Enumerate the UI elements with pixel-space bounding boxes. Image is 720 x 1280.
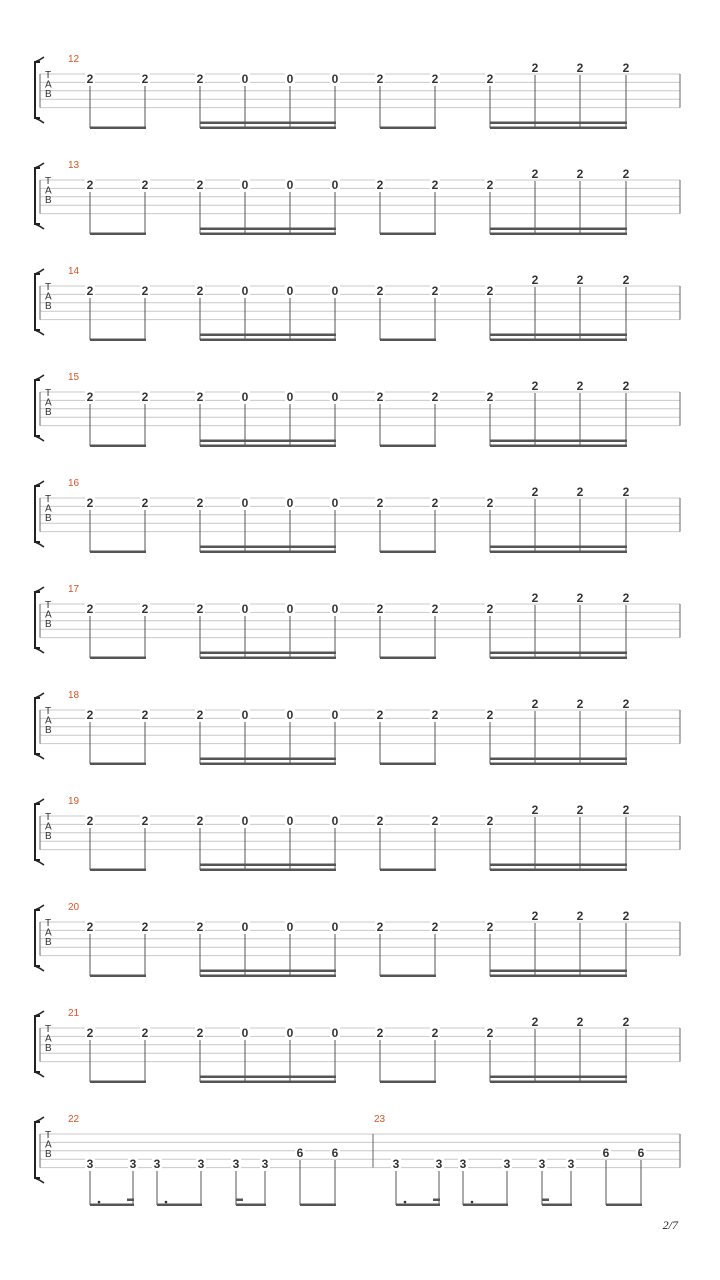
fret-number: 2 [431, 602, 439, 616]
note-beam [490, 440, 627, 443]
note-beam [200, 657, 336, 660]
fret-number: 3 [261, 1157, 269, 1171]
fret-number: 2 [576, 485, 584, 499]
note-beam [90, 339, 146, 342]
note-beam [490, 970, 627, 973]
tab-system [35, 690, 680, 765]
note-beam [380, 339, 436, 342]
tab-system [35, 796, 680, 871]
fret-number: 2 [622, 167, 630, 181]
fret-number: 0 [241, 814, 249, 828]
fret-number: 2 [431, 1026, 439, 1040]
tab-clef-letter: T [45, 388, 52, 399]
note-beam [200, 758, 336, 761]
fret-number: 3 [197, 1157, 205, 1171]
tab-clef-letter: T [45, 494, 52, 505]
note-beam [490, 551, 627, 554]
measure-number: 19 [68, 796, 80, 807]
fret-number: 0 [241, 920, 249, 934]
fret-number: 2 [86, 496, 94, 510]
tab-clef-letter: B [45, 89, 52, 100]
note-beam [490, 1076, 627, 1079]
fret-number: 2 [622, 273, 630, 287]
note-beam [380, 233, 436, 236]
note-beam [380, 1081, 436, 1084]
fret-number: 2 [486, 390, 494, 404]
fret-number: 3 [153, 1157, 161, 1171]
tab-system [35, 902, 680, 977]
tab-clef-letter: B [45, 725, 52, 736]
tab-clef-letter: T [45, 918, 52, 929]
note-beam [380, 127, 436, 130]
fret-number: 0 [331, 602, 339, 616]
tab-clef-letter: A [45, 79, 52, 91]
measure-number: 14 [68, 266, 80, 277]
note-beam [200, 864, 336, 867]
fret-number: 2 [431, 496, 439, 510]
fret-number: 2 [86, 814, 94, 828]
fret-number: 3 [129, 1157, 137, 1171]
page-number: 2/7 [662, 1218, 678, 1232]
note-beam [490, 975, 627, 978]
tab-clef-letter: T [45, 282, 52, 293]
tab-clef-letter: A [45, 1139, 52, 1151]
tab-clef-letter: T [45, 1024, 52, 1035]
fret-number: 0 [331, 178, 339, 192]
fret-number: 0 [331, 1026, 339, 1040]
measure-number: 20 [68, 902, 80, 913]
fret-number: 2 [431, 284, 439, 298]
note-beam [380, 445, 436, 448]
fret-number: 2 [431, 814, 439, 828]
system-bracket [35, 1122, 40, 1178]
fret-number: 3 [567, 1157, 575, 1171]
note-beam [90, 1204, 134, 1207]
fret-number: 2 [196, 390, 204, 404]
fret-number: 2 [196, 178, 204, 192]
beam-stub [236, 1199, 243, 1202]
fret-number: 2 [486, 284, 494, 298]
fret-number: 2 [376, 814, 384, 828]
note-beam [300, 1204, 336, 1207]
fret-number: 2 [531, 1015, 539, 1029]
note-beam [380, 869, 436, 872]
fret-number: 2 [376, 284, 384, 298]
fret-number: 2 [376, 1026, 384, 1040]
fret-number: 2 [531, 379, 539, 393]
note-beam [200, 445, 336, 448]
system-bracket [35, 486, 40, 542]
note-beam [90, 869, 146, 872]
tab-clef-letter: T [45, 70, 52, 81]
tab-clef-letter: B [45, 1043, 52, 1054]
fret-number: 2 [86, 708, 94, 722]
fret-number: 2 [531, 273, 539, 287]
fret-number: 3 [232, 1157, 240, 1171]
beam-stub [433, 1199, 440, 1202]
measure-number: 22 [68, 1114, 80, 1125]
fret-number: 2 [576, 591, 584, 605]
note-beam [90, 445, 146, 448]
fret-number: 0 [286, 390, 294, 404]
fret-number: 0 [286, 1026, 294, 1040]
note-beam [396, 1204, 440, 1207]
fret-number: 2 [86, 284, 94, 298]
tab-clef-letter: A [45, 503, 52, 515]
tab-system [35, 584, 680, 659]
fret-number: 0 [331, 284, 339, 298]
fret-number: 0 [241, 496, 249, 510]
tab-clef-letter: T [45, 176, 52, 187]
tab-system [35, 1114, 680, 1206]
note-beam [490, 864, 627, 867]
fret-number: 0 [331, 390, 339, 404]
tab-clef-letter: T [45, 600, 52, 611]
tab-clef-letter: A [45, 927, 52, 939]
fret-number: 2 [376, 72, 384, 86]
fret-number: 2 [622, 61, 630, 75]
tab-clef-letter: B [45, 195, 52, 206]
fret-number: 2 [486, 602, 494, 616]
fret-number: 2 [141, 284, 149, 298]
rhythm-dot [165, 1201, 168, 1204]
fret-number: 0 [331, 814, 339, 828]
fret-number: 2 [196, 496, 204, 510]
fret-number: 2 [431, 178, 439, 192]
fret-number: 0 [286, 178, 294, 192]
system-bracket [35, 274, 40, 330]
tab-clef-letter: A [45, 185, 52, 197]
fret-number: 2 [86, 178, 94, 192]
note-beam [90, 127, 146, 130]
note-beam [200, 233, 336, 236]
fret-number: 0 [241, 284, 249, 298]
note-beam [200, 652, 336, 655]
fret-number: 6 [296, 1146, 304, 1160]
note-beam [200, 763, 336, 766]
tab-clef-letter: A [45, 1033, 52, 1045]
rhythm-dot [98, 1201, 101, 1204]
fret-number: 2 [576, 1015, 584, 1029]
fret-number: 2 [196, 72, 204, 86]
note-beam [200, 127, 336, 130]
fret-number: 2 [622, 1015, 630, 1029]
fret-number: 2 [86, 602, 94, 616]
beam-stub [127, 1199, 134, 1202]
fret-number: 2 [486, 72, 494, 86]
fret-number: 2 [196, 284, 204, 298]
system-bracket [35, 804, 40, 860]
fret-number: 2 [376, 602, 384, 616]
tab-clef-letter: T [45, 1130, 52, 1141]
note-beam [490, 228, 627, 231]
measure-number: 21 [68, 1008, 80, 1019]
fret-number: 2 [376, 496, 384, 510]
fret-number: 2 [576, 697, 584, 711]
fret-number: 3 [435, 1157, 443, 1171]
fret-number: 6 [602, 1146, 610, 1160]
fret-number: 2 [431, 72, 439, 86]
fret-number: 2 [141, 602, 149, 616]
note-beam [236, 1204, 266, 1207]
fret-number: 2 [86, 72, 94, 86]
tab-clef-letter: B [45, 513, 52, 524]
fret-number: 2 [576, 61, 584, 75]
fret-number: 2 [141, 496, 149, 510]
fret-number: 0 [286, 708, 294, 722]
note-beam [380, 657, 436, 660]
measure-number: 23 [374, 1114, 386, 1125]
note-beam [200, 339, 336, 342]
note-beam [200, 334, 336, 337]
note-beam [157, 1204, 202, 1207]
fret-number: 2 [622, 803, 630, 817]
tab-clef-letter: A [45, 397, 52, 409]
measure-number: 16 [68, 478, 80, 489]
tab-system [35, 54, 680, 129]
fret-number: 2 [376, 178, 384, 192]
fret-number: 2 [531, 61, 539, 75]
note-beam [200, 440, 336, 443]
rhythm-dot [404, 1201, 407, 1204]
fret-number: 2 [576, 803, 584, 817]
fret-number: 2 [141, 390, 149, 404]
fret-number: 0 [241, 178, 249, 192]
fret-number: 0 [241, 1026, 249, 1040]
note-beam [490, 127, 627, 130]
fret-number: 2 [531, 803, 539, 817]
tab-clef-letter: A [45, 821, 52, 833]
note-beam [542, 1204, 572, 1207]
fret-number: 0 [331, 708, 339, 722]
fret-number: 2 [576, 379, 584, 393]
note-beam [490, 869, 627, 872]
note-beam [463, 1204, 508, 1207]
fret-number: 2 [576, 167, 584, 181]
fret-number: 2 [196, 814, 204, 828]
fret-number: 0 [331, 496, 339, 510]
system-bracket [35, 380, 40, 436]
note-beam [490, 445, 627, 448]
system-bracket [35, 62, 40, 118]
fret-number: 3 [459, 1157, 467, 1171]
note-beam [490, 763, 627, 766]
note-beam [90, 233, 146, 236]
note-beam [200, 228, 336, 231]
fret-number: 2 [486, 496, 494, 510]
fret-number: 2 [531, 591, 539, 605]
note-beam [380, 975, 436, 978]
note-beam [380, 763, 436, 766]
system-bracket [35, 168, 40, 224]
fret-number: 2 [486, 1026, 494, 1040]
fret-number: 2 [622, 379, 630, 393]
fret-number: 3 [392, 1157, 400, 1171]
fret-number: 2 [141, 178, 149, 192]
fret-number: 3 [503, 1157, 511, 1171]
fret-number: 3 [538, 1157, 546, 1171]
note-beam [90, 657, 146, 660]
measure-number: 15 [68, 372, 80, 383]
fret-number: 2 [531, 697, 539, 711]
tab-clef-letter: B [45, 301, 52, 312]
note-beam [490, 758, 627, 761]
fret-number: 2 [431, 708, 439, 722]
fret-number: 0 [241, 708, 249, 722]
tab-clef-letter: B [45, 407, 52, 418]
note-beam [200, 122, 336, 125]
fret-number: 0 [241, 390, 249, 404]
note-beam [200, 975, 336, 978]
note-beam [490, 657, 627, 660]
fret-number: 0 [286, 602, 294, 616]
note-beam [380, 551, 436, 554]
tab-system [35, 1008, 680, 1083]
note-beam [200, 869, 336, 872]
tab-clef-letter: B [45, 831, 52, 842]
note-beam [490, 339, 627, 342]
fret-number: 2 [196, 1026, 204, 1040]
note-beam [490, 1081, 627, 1084]
fret-number: 2 [86, 1026, 94, 1040]
fret-number: 0 [331, 920, 339, 934]
note-beam [200, 1076, 336, 1079]
tab-system [35, 478, 680, 553]
tab-system [35, 160, 680, 235]
fret-number: 2 [141, 1026, 149, 1040]
fret-number: 2 [622, 697, 630, 711]
fret-number: 2 [622, 485, 630, 499]
fret-number: 2 [141, 72, 149, 86]
beam-stub [542, 1199, 549, 1202]
tab-clef-letter: B [45, 937, 52, 948]
system-bracket [35, 910, 40, 966]
fret-number: 2 [141, 920, 149, 934]
system-bracket [35, 1016, 40, 1072]
note-beam [200, 1081, 336, 1084]
tab-clef-letter: A [45, 291, 52, 303]
fret-number: 0 [286, 920, 294, 934]
fret-number: 2 [376, 920, 384, 934]
note-beam [490, 233, 627, 236]
fret-number: 2 [531, 485, 539, 499]
note-beam [200, 970, 336, 973]
fret-number: 6 [637, 1146, 645, 1160]
fret-number: 2 [376, 708, 384, 722]
note-beam [490, 652, 627, 655]
note-beam [490, 334, 627, 337]
measure-number: 18 [68, 690, 80, 701]
fret-number: 2 [486, 814, 494, 828]
fret-number: 2 [86, 390, 94, 404]
tab-clef-letter: A [45, 715, 52, 727]
measure-number: 17 [68, 584, 80, 595]
fret-number: 0 [241, 602, 249, 616]
note-beam [90, 763, 146, 766]
note-beam [200, 551, 336, 554]
fret-number: 0 [286, 814, 294, 828]
fret-number: 2 [486, 708, 494, 722]
fret-number: 2 [431, 390, 439, 404]
note-beam [606, 1204, 642, 1207]
fret-number: 2 [86, 920, 94, 934]
tab-clef-letter: A [45, 609, 52, 621]
measure-number: 13 [68, 160, 80, 171]
note-beam [200, 546, 336, 549]
tab-system [35, 372, 680, 447]
rhythm-dot [471, 1201, 474, 1204]
fret-number: 2 [141, 708, 149, 722]
note-beam [90, 975, 146, 978]
tab-clef-letter: T [45, 706, 52, 717]
fret-number: 2 [196, 602, 204, 616]
fret-number: 3 [86, 1157, 94, 1171]
fret-number: 2 [431, 920, 439, 934]
fret-number: 2 [196, 708, 204, 722]
tab-clef-letter: B [45, 619, 52, 630]
note-beam [90, 551, 146, 554]
note-beam [490, 122, 627, 125]
fret-number: 2 [196, 920, 204, 934]
fret-number: 6 [331, 1146, 339, 1160]
fret-number: 0 [241, 72, 249, 86]
fret-number: 2 [576, 909, 584, 923]
note-beam [490, 546, 627, 549]
fret-number: 2 [576, 273, 584, 287]
fret-number: 2 [622, 909, 630, 923]
system-bracket [35, 698, 40, 754]
tab-system [35, 266, 680, 341]
fret-number: 2 [531, 167, 539, 181]
fret-number: 2 [376, 390, 384, 404]
fret-number: 2 [486, 920, 494, 934]
note-beam [90, 1081, 146, 1084]
fret-number: 2 [141, 814, 149, 828]
fret-number: 0 [286, 72, 294, 86]
fret-number: 2 [622, 591, 630, 605]
fret-number: 2 [531, 909, 539, 923]
tab-clef-letter: T [45, 812, 52, 823]
fret-number: 2 [486, 178, 494, 192]
fret-number: 0 [286, 284, 294, 298]
tab-clef-letter: B [45, 1149, 52, 1160]
measure-number: 12 [68, 54, 80, 65]
system-bracket [35, 592, 40, 648]
fret-number: 0 [286, 496, 294, 510]
fret-number: 0 [331, 72, 339, 86]
